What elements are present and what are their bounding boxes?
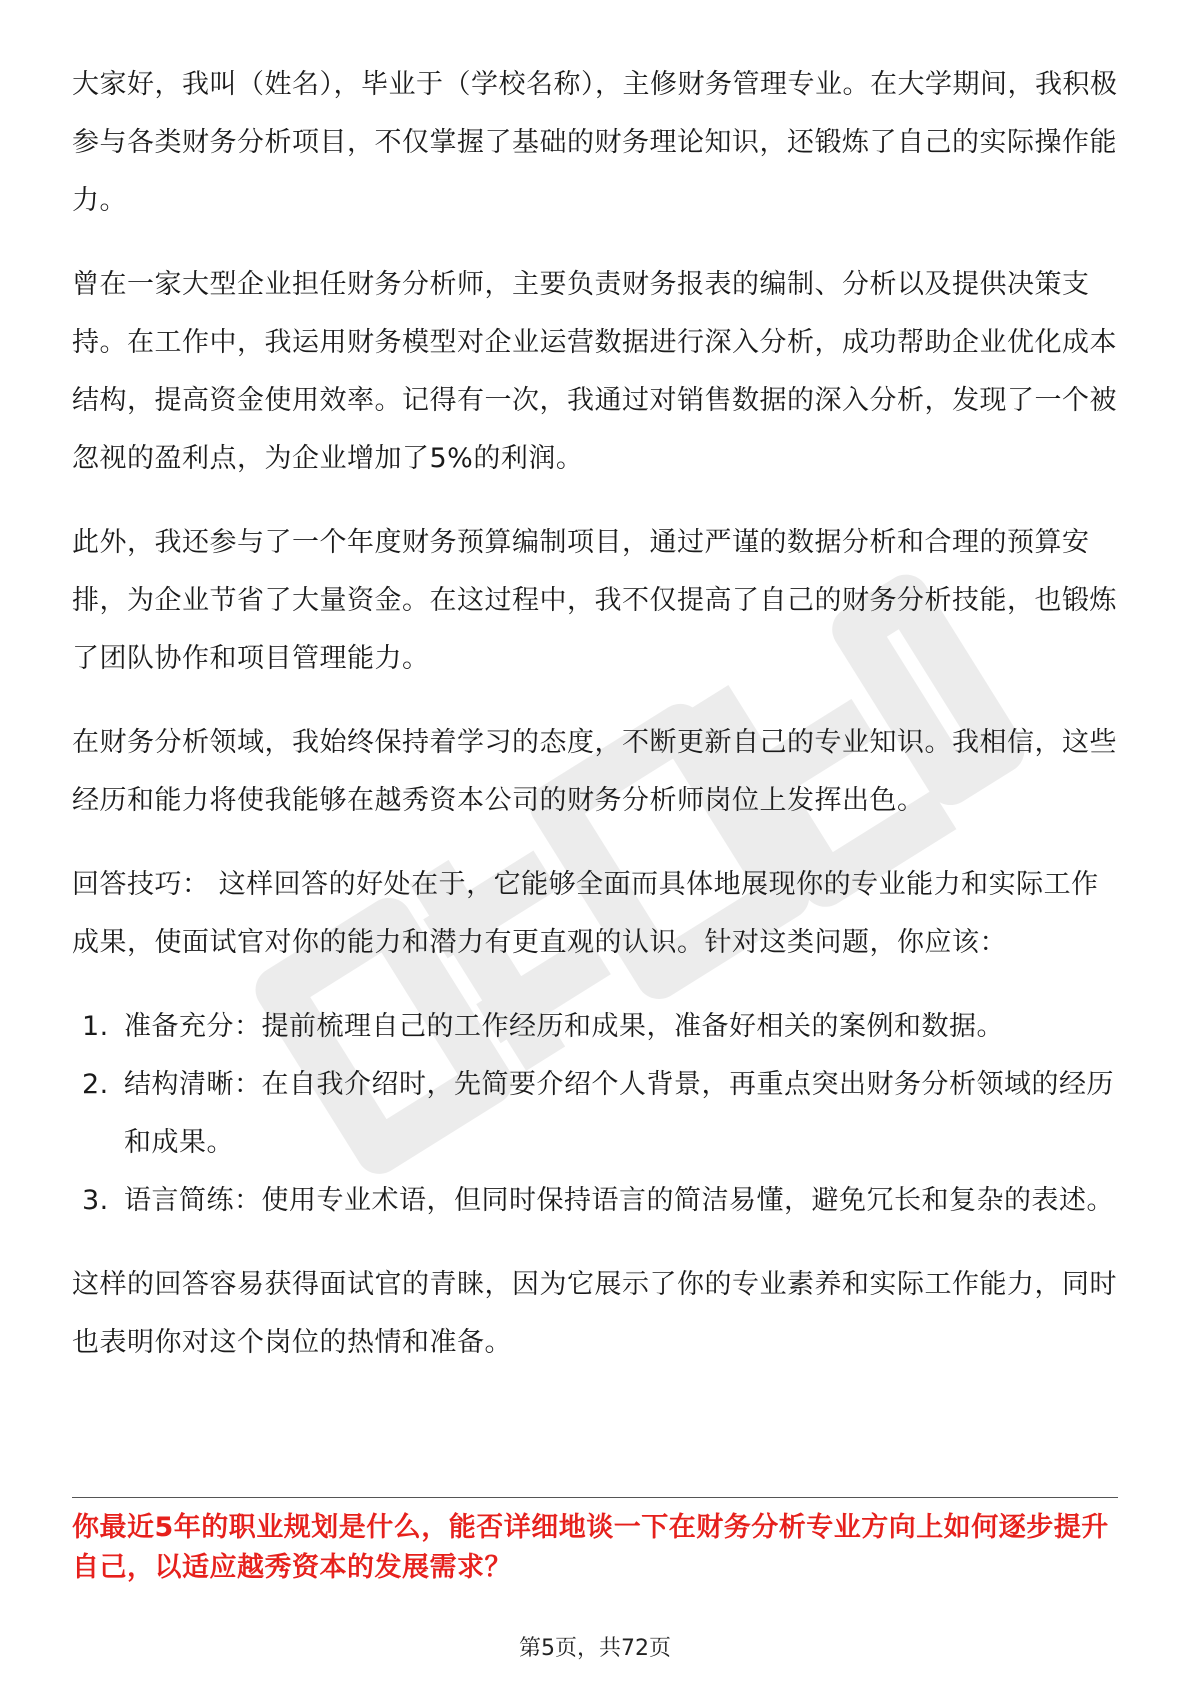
list-item-number: 3. [82,1185,109,1216]
paragraph-conclusion: 在财务分析领域，我始终保持着学习的态度，不断更新自己的专业知识。我相信，这些经历和能力将使我能够在越秀资本公司的财务分析师岗位上发挥出色。 [72,727,1117,816]
page-number: 第5页，共72页 [519,1636,671,1661]
body-content [72,56,1118,1398]
list-item-text: 语言简练：使用专业术语，但同时保持语言的简洁易懂，避免冗长和复杂的表述。 [124,1185,1114,1216]
paragraph-budget-project: 此外，我还参与了一个年度财务预算编制项目，通过严谨的数据分析和合理的预算安排，为企业节省了大量资金。在这过程中，我不仅提高了自己的财务分析技能，也锻炼了团队协作和项目管理能力。 [72,527,1117,674]
tips-list [72,998,1118,1230]
interview-question: 你最近5年的职业规划是什么，能否详细地谈一下在财务分析专业方向上如何逐步提升自己，以适应越秀资本的发展需求？ [72,1512,1109,1583]
list-item-number: 2. [82,1069,109,1100]
paragraph-experience: 曾在一家大型企业担任财务分析师，主要负责财务报表的编制、分析以及提供决策支持。在工作中，我运用财务模型对企业运营数据进行深入分析，成功帮助企业优化成本结构，提高资金使用效率。记得有一次，我通过对销售数据的深入分析，发现了一个被忽视的盈利点，为企业增加了5%的利润。 [72,269,1117,474]
list-item-text: 结构清晰：在自我介绍时，先简要介绍个人背景，再重点突出财务分析领域的经历和成果。 [124,1069,1114,1158]
list-item-number: 1. [82,1011,109,1042]
paragraph-closing: 这样的回答容易获得面试官的青睐，因为它展示了你的专业素养和实际工作能力，同时也表明你对这个岗位的热情和准备。 [72,1269,1117,1358]
list-item-text: 准备充分：提前梳理自己的工作经历和成果，准备好相关的案例和数据。 [124,1011,1004,1042]
paragraph-intro: 大家好，我叫（姓名），毕业于（学校名称），主修财务管理专业。在大学期间，我积极参与各类财务分析项目，不仅掌握了基础的财务理论知识，还锻炼了自己的实际操作能力。 [72,69,1118,216]
list-item [72,1172,1118,1230]
section-divider [72,1497,1118,1498]
list-item [72,1056,1118,1172]
paragraph-answer-tips: 回答技巧： 这样回答的好处在于，它能够全面而具体地展现你的专业能力和实际工作成果，使面试官对你的能力和潜力有更直观的认识。针对这类问题，你应该： [72,869,1099,958]
list-item [72,998,1118,1056]
